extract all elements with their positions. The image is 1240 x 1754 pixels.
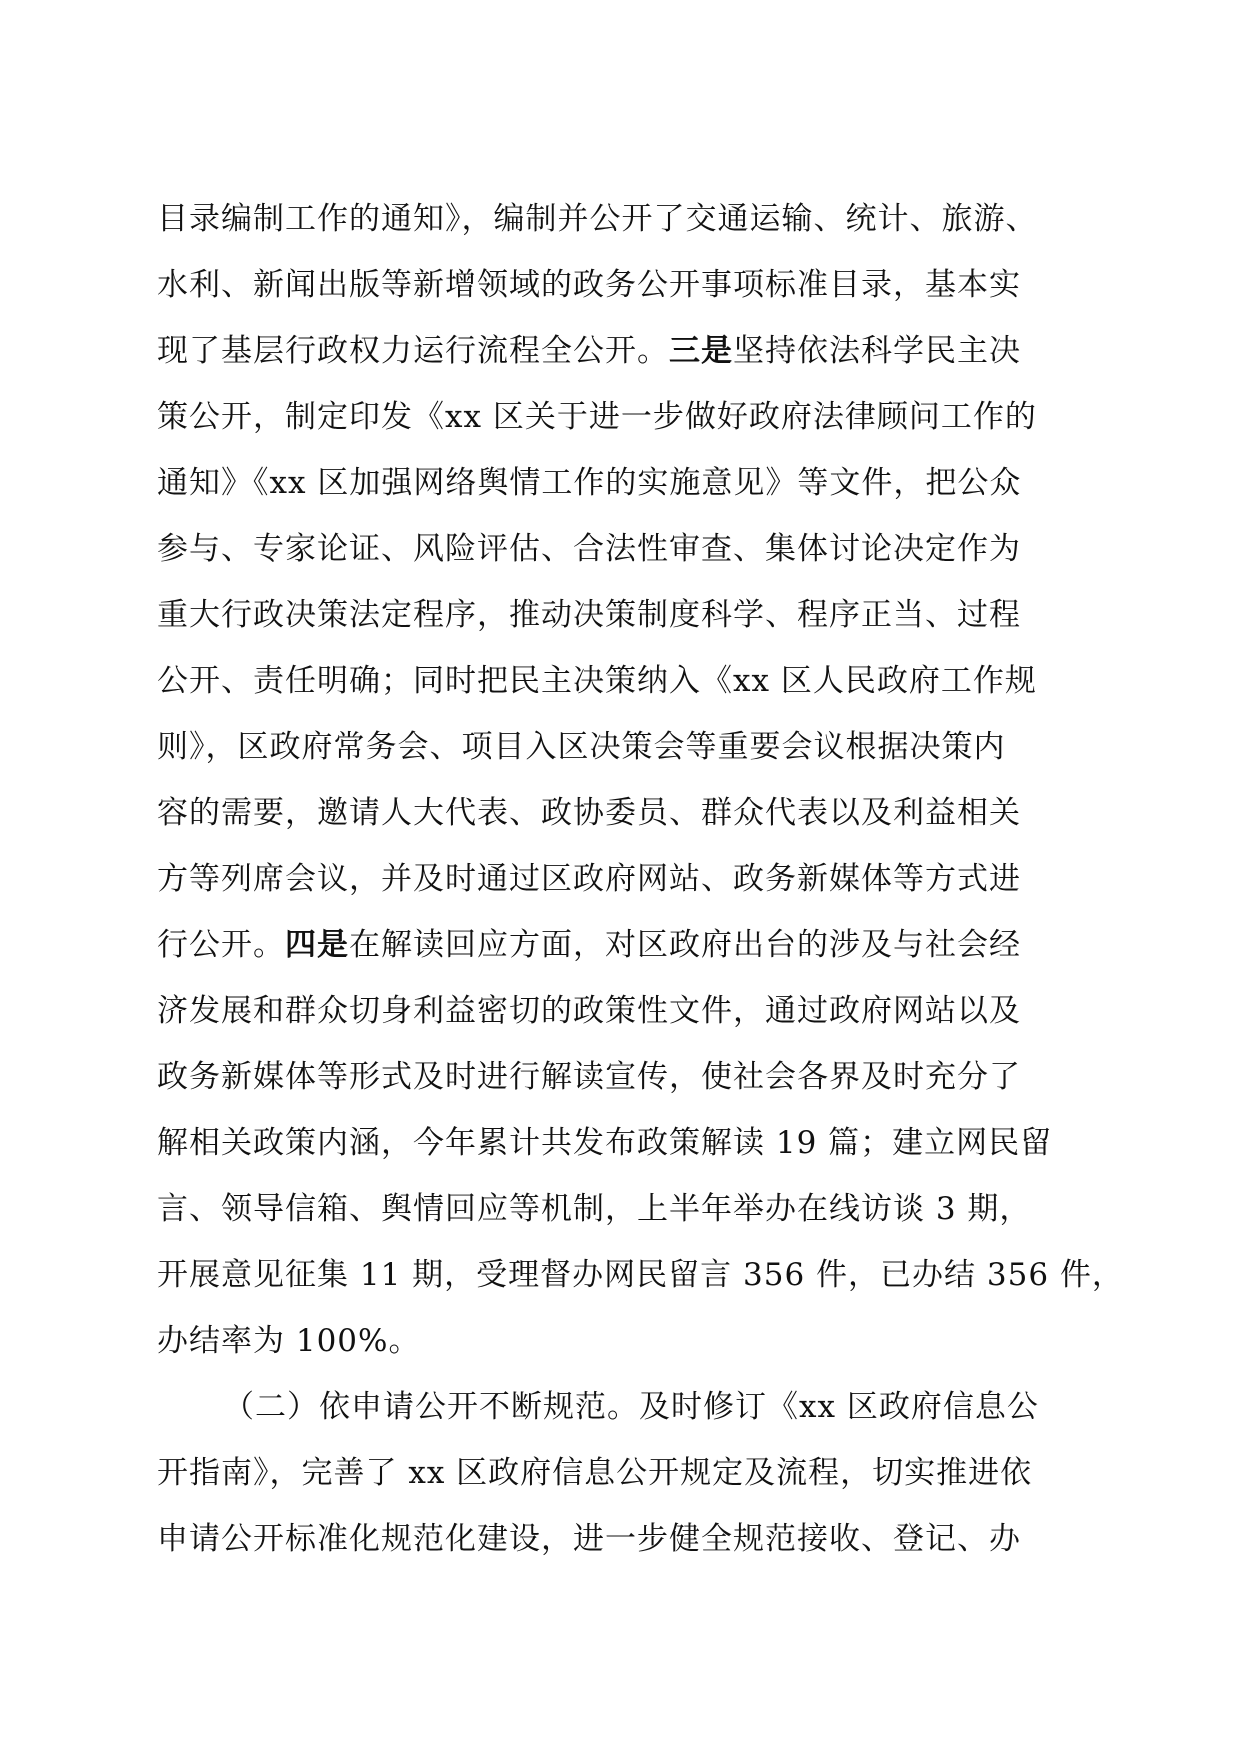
text-line: 解相关政策内涵，今年累计共发布政策解读 19 篇；建立网民留 [157, 1125, 1053, 1161]
text-line: 策公开，制定印发《xx 区关于进一步做好政府法律顾问工作的 [157, 399, 1037, 435]
text-line: 开指南》，完善了 xx 区政府信息公开规定及流程，切实推进依 [157, 1455, 1033, 1491]
text-line: 办结率为 100%。 [157, 1323, 421, 1359]
text-line: 政务新媒体等形式及时进行解读宣传，使社会各界及时充分了 [157, 1059, 1021, 1095]
bold-marker: 三是 [669, 333, 733, 369]
text-line: 开展意见征集 11 期，受理督办网民留言 356 件，已办结 356 件， [157, 1257, 1124, 1293]
text-line: 重大行政决策法定程序，推动决策制度科学、程序正当、过程 [157, 597, 1021, 633]
text-line: 容的需要，邀请人大代表、政协委员、群众代表以及利益相关 [157, 795, 1021, 831]
text-line-indented: （二）依申请公开不断规范。及时修订《xx 区政府信息公 [223, 1389, 1039, 1425]
text-line: 目录编制工作的通知》，编制并公开了交通运输、统计、旅游、 [157, 201, 1038, 237]
text-line: 通知》《xx 区加强网络舆情工作的实施意见》等文件，把公众 [157, 465, 1022, 501]
text-line: 言、领导信箱、舆情回应等机制，上半年举办在线访谈 3 期， [157, 1191, 1032, 1227]
bold-marker: 四是 [285, 927, 349, 963]
text-line: 申请公开标准化规范化建设，进一步健全规范接收、登记、办 [157, 1521, 1021, 1557]
text-line: 参与、专家论证、风险评估、合法性审查、集体讨论决定作为 [157, 531, 1021, 567]
body-text [157, 186, 1124, 1572]
text-line: 则》，区政府常务会、项目入区决策会等重要会议根据决策内 [157, 729, 1006, 765]
text-line: 方等列席会议，并及时通过区政府网站、政务新媒体等方式进 [157, 861, 1021, 897]
text-line: 行公开。四是在解读回应方面，对区政府出台的涉及与社会经 [157, 927, 1021, 963]
text-line: 水利、新闻出版等新增领域的政务公开事项标准目录，基本实 [157, 267, 1021, 303]
text-line: 济发展和群众切身利益密切的政策性文件，通过政府网站以及 [157, 993, 1021, 1029]
text-line: 现了基层行政权力运行流程全公开。三是坚持依法科学民主决 [157, 333, 1021, 369]
text-line: 公开、责任明确；同时把民主决策纳入《xx 区人民政府工作规 [157, 663, 1037, 699]
